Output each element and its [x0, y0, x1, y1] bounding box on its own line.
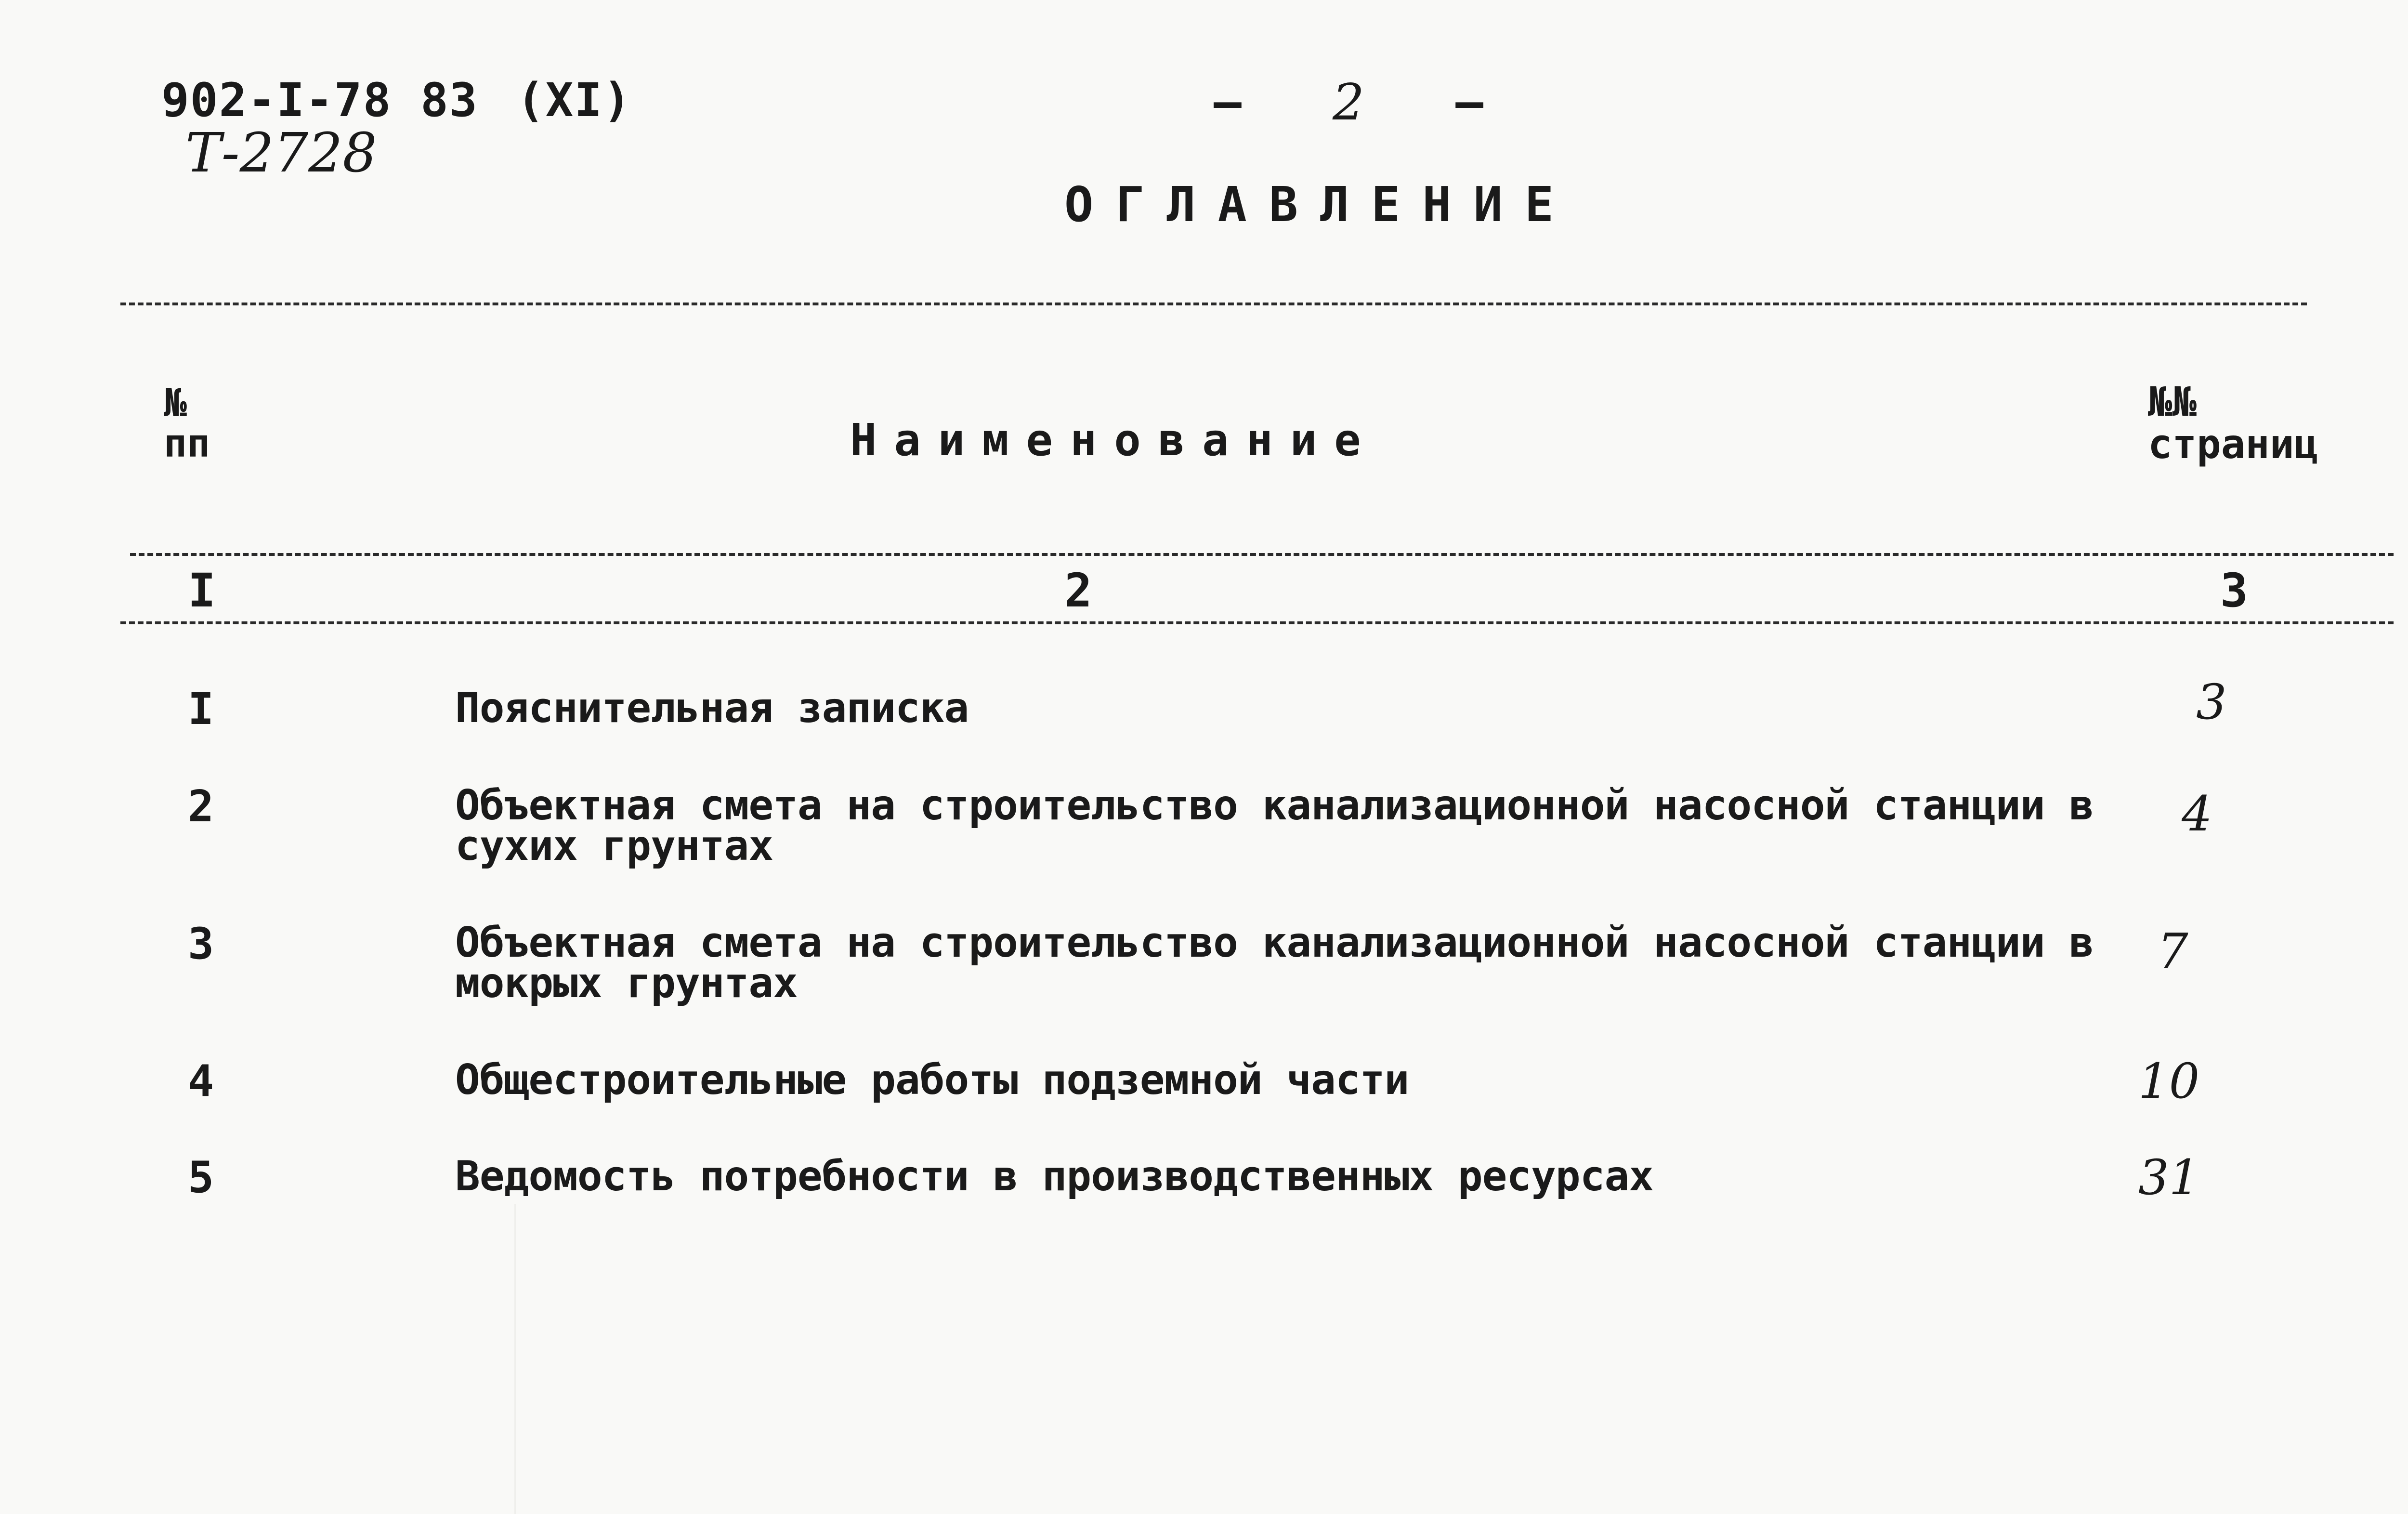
page-dash-left: – — [1214, 75, 1242, 129]
row-page: 3 — [2196, 674, 2227, 730]
column-header-number-line2: пп — [164, 421, 210, 466]
page-number-mark — [1214, 73, 1483, 132]
document-code-main: 902-I-78 83 — [161, 73, 478, 127]
scan-fold-line — [514, 1204, 516, 1514]
column-number-1: I — [188, 564, 216, 618]
column-header-number-line1: № — [164, 381, 187, 425]
row-page: 31 — [2138, 1149, 2200, 1206]
row-number: I — [188, 684, 214, 735]
column-number-3: 3 — [2220, 564, 2248, 618]
page-dash-right: – — [1455, 75, 1483, 129]
row-name: Ведомость потребности в производственных ресурсах — [455, 1152, 1654, 1200]
row-number: 2 — [188, 781, 214, 832]
column-header-pages-line1: №№ — [2148, 378, 2197, 425]
inventory-number: Т-2728 — [185, 122, 377, 184]
row-number: 5 — [188, 1152, 214, 1203]
row-page: 10 — [2138, 1053, 2200, 1109]
row-page: 4 — [2182, 786, 2212, 842]
row-name: Пояснительная записка — [455, 684, 969, 732]
header-bottom-rule — [130, 553, 2394, 556]
toc-title: ОГЛАВЛЕНИЕ — [1064, 176, 1576, 233]
column-number-rule — [120, 621, 2394, 624]
row-page: 7 — [2158, 923, 2188, 979]
column-header-pages-line2: страниц — [2148, 421, 2319, 468]
document-code — [161, 73, 632, 127]
document-code-suffix: (XI) — [516, 73, 632, 127]
row-name: Объектная смета на строительство канализационной насосной станции в мокрых грунтах — [455, 919, 2094, 1007]
table-top-rule — [120, 303, 2307, 305]
column-header-number — [164, 383, 241, 464]
column-header-pages — [2148, 378, 2350, 468]
row-number: 4 — [188, 1056, 214, 1106]
row-name: Общестроительные работы подземной части — [455, 1056, 1409, 1104]
row-number: 3 — [188, 919, 214, 969]
page-number: 2 — [1332, 73, 1365, 132]
column-number-2: 2 — [1064, 564, 1092, 618]
column-header-name: Наименование — [850, 414, 1378, 466]
row-name: Объектная смета на строительство канализационной насосной станции в сухих грунтах — [455, 781, 2094, 870]
